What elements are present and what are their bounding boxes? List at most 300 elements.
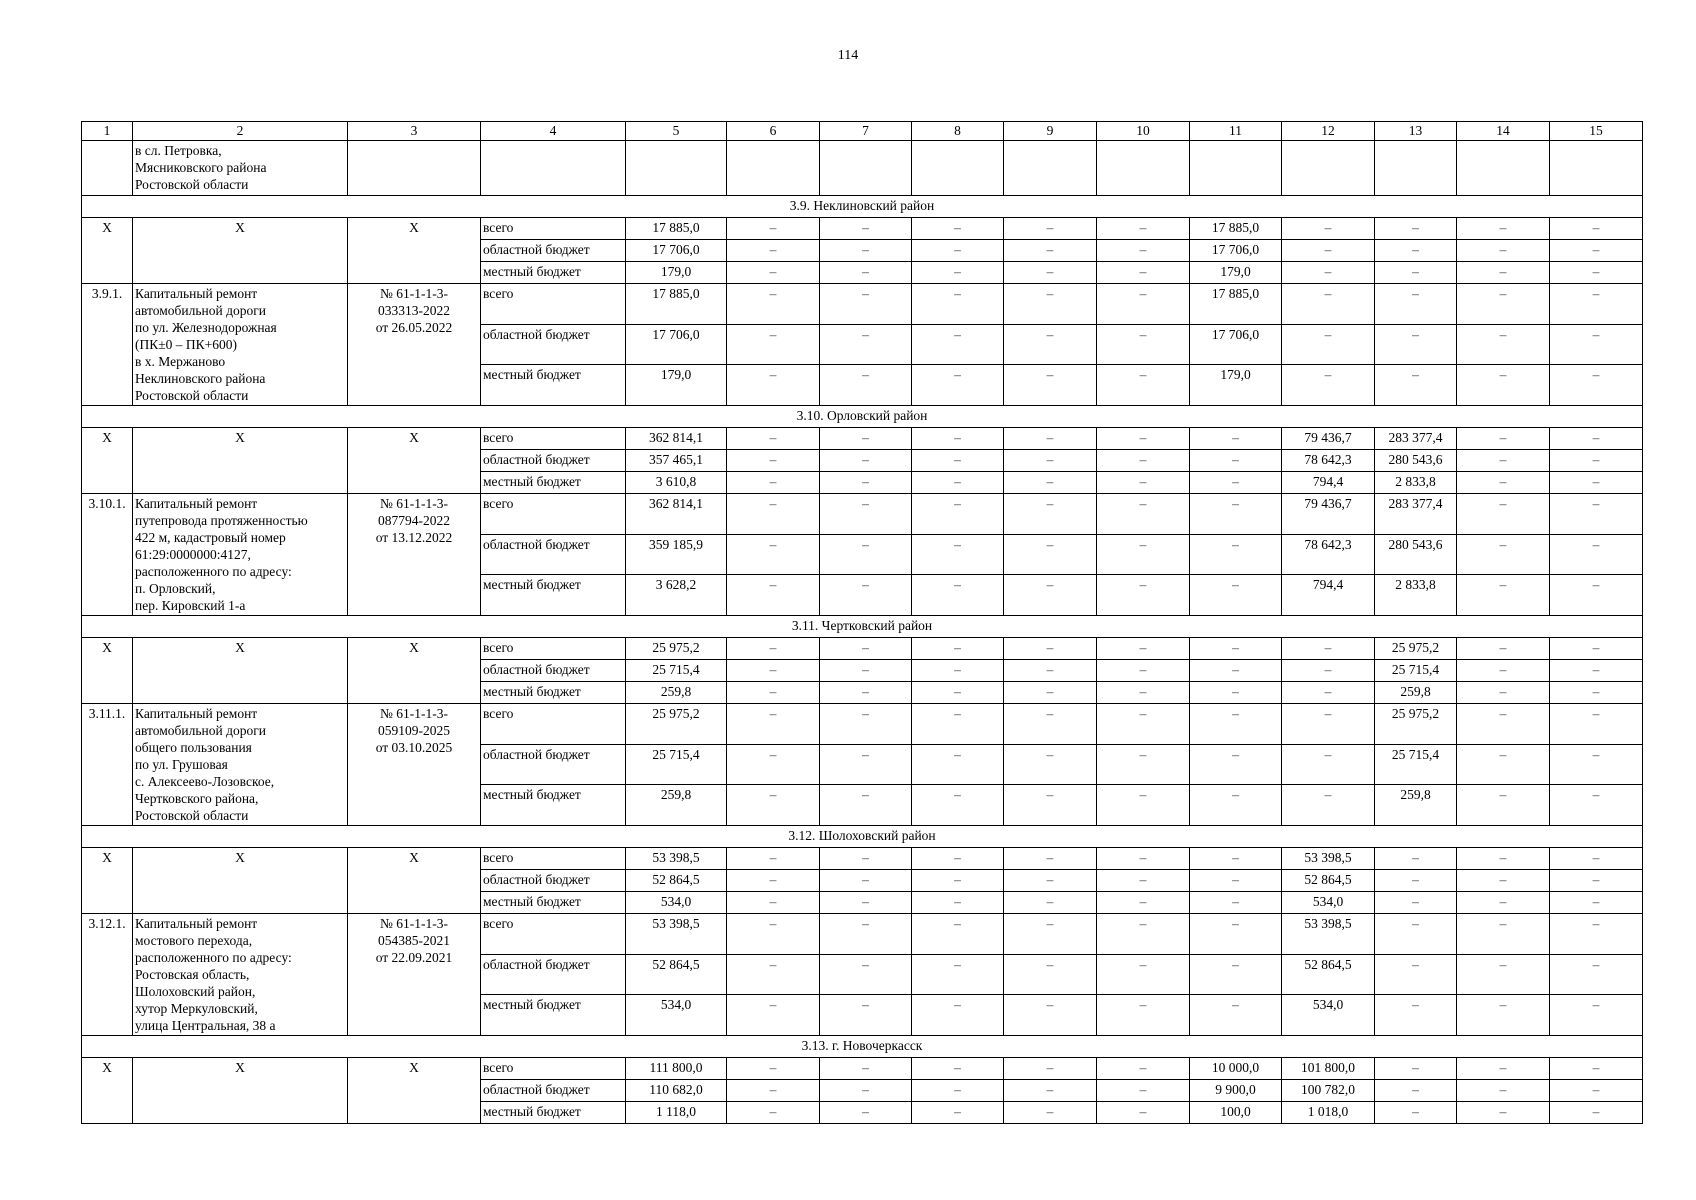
budget-source-label: областной бюджет	[481, 1080, 626, 1102]
empty-value-cell: –	[912, 534, 1004, 575]
column-number: 12	[1282, 122, 1375, 141]
budget-source-label: всего	[481, 638, 626, 660]
empty-value-cell: –	[820, 534, 912, 575]
x-marker-cell: Х	[133, 428, 348, 494]
value-cell	[1190, 141, 1282, 196]
empty-value-cell: –	[1282, 284, 1375, 325]
value-cell	[1282, 141, 1375, 196]
empty-value-cell: –	[1550, 660, 1643, 682]
value-cell: 17 885,0	[1190, 218, 1282, 240]
x-marker-cell: Х	[82, 1058, 133, 1124]
empty-value-cell: –	[1457, 892, 1550, 914]
empty-value-cell: –	[727, 704, 820, 745]
empty-value-cell: –	[727, 1080, 820, 1102]
empty-value-cell: –	[1004, 660, 1097, 682]
value-cell: 534,0	[1282, 995, 1375, 1036]
empty-value-cell: –	[727, 744, 820, 785]
value-cell	[1097, 141, 1190, 196]
budget-source-label: областной бюджет	[481, 450, 626, 472]
empty-value-cell: –	[1550, 744, 1643, 785]
empty-value-cell: –	[727, 472, 820, 494]
item-row	[82, 284, 1643, 325]
value-cell: 110 682,0	[626, 1080, 727, 1102]
budget-source-label: областной бюджет	[481, 324, 626, 365]
empty-value-cell: –	[1004, 472, 1097, 494]
empty-value-cell: –	[1550, 284, 1643, 325]
value-cell: 362 814,1	[626, 428, 727, 450]
column-number-row	[82, 122, 1643, 141]
empty-value-cell: –	[1550, 218, 1643, 240]
empty-value-cell: –	[1004, 892, 1097, 914]
empty-value-cell: –	[1550, 365, 1643, 406]
empty-value-cell: –	[820, 262, 912, 284]
expertise-document: № 61-1-1-3- 059109-2025 от 03.10.2025	[348, 704, 481, 826]
empty-value-cell: –	[1457, 494, 1550, 535]
empty-value-cell: –	[1097, 995, 1190, 1036]
summary-row	[82, 848, 1643, 870]
value-cell: 52 864,5	[1282, 954, 1375, 995]
value-cell: 17 885,0	[1190, 284, 1282, 325]
empty-value-cell: –	[820, 1080, 912, 1102]
value-cell: 534,0	[1282, 892, 1375, 914]
section-header-row	[82, 1036, 1643, 1058]
empty-value-cell: –	[820, 848, 912, 870]
empty-value-cell: –	[1550, 534, 1643, 575]
budget-source-label: местный бюджет	[481, 892, 626, 914]
empty-value-cell: –	[1550, 450, 1643, 472]
empty-value-cell: –	[1457, 682, 1550, 704]
empty-value-cell: –	[912, 1080, 1004, 1102]
empty-value-cell: –	[1282, 324, 1375, 365]
empty-value-cell: –	[820, 428, 912, 450]
empty-value-cell: –	[1004, 848, 1097, 870]
empty-value-cell: –	[1457, 848, 1550, 870]
empty-value-cell: –	[820, 284, 912, 325]
empty-value-cell: –	[912, 892, 1004, 914]
empty-value-cell: –	[1004, 870, 1097, 892]
empty-value-cell: –	[820, 892, 912, 914]
page-number: 114	[837, 48, 859, 63]
column-number: 5	[626, 122, 727, 141]
empty-value-cell: –	[727, 954, 820, 995]
empty-value-cell: –	[1004, 1058, 1097, 1080]
empty-value-cell: –	[1282, 638, 1375, 660]
value-cell: 357 465,1	[626, 450, 727, 472]
empty-value-cell: –	[820, 785, 912, 826]
empty-value-cell: –	[727, 892, 820, 914]
empty-value-cell: –	[1282, 218, 1375, 240]
empty-value-cell: –	[1097, 954, 1190, 995]
empty-value-cell: –	[1457, 324, 1550, 365]
empty-value-cell: –	[727, 534, 820, 575]
empty-value-cell: –	[912, 744, 1004, 785]
value-cell	[626, 141, 727, 196]
empty-value-cell: –	[1457, 575, 1550, 616]
value-cell: 179,0	[1190, 365, 1282, 406]
empty-value-cell: –	[912, 1102, 1004, 1124]
empty-value-cell: –	[727, 262, 820, 284]
continuation-num-cell	[82, 141, 133, 196]
continuation-doc-cell	[348, 141, 481, 196]
empty-value-cell: –	[1097, 240, 1190, 262]
empty-value-cell: –	[727, 218, 820, 240]
budget-source-label: всего	[481, 494, 626, 535]
empty-value-cell: –	[1004, 240, 1097, 262]
budget-source-label: областной бюджет	[481, 870, 626, 892]
value-cell: 2 833,8	[1375, 472, 1457, 494]
value-cell: 53 398,5	[1282, 914, 1375, 955]
value-cell: 100,0	[1190, 1102, 1282, 1124]
empty-value-cell: –	[912, 954, 1004, 995]
empty-value-cell: –	[1457, 365, 1550, 406]
empty-value-cell: –	[727, 428, 820, 450]
object-name: Капитальный ремонт автомобильной дороги общего пользования по ул. Грушовая с. Алексеево-Лозовское, Чертковского района, Ростовской области	[133, 704, 348, 826]
summary-row	[82, 1058, 1643, 1080]
budget-source-label: областной бюджет	[481, 954, 626, 995]
empty-value-cell: –	[1550, 785, 1643, 826]
empty-value-cell: –	[1375, 284, 1457, 325]
empty-value-cell: –	[1375, 995, 1457, 1036]
empty-value-cell: –	[912, 284, 1004, 325]
empty-value-cell: –	[1550, 324, 1643, 365]
budget-source-label: всего	[481, 428, 626, 450]
x-marker-cell: Х	[82, 638, 133, 704]
column-number: 11	[1190, 122, 1282, 141]
empty-value-cell: –	[1097, 1080, 1190, 1102]
empty-value-cell: –	[1097, 785, 1190, 826]
empty-value-cell: –	[820, 914, 912, 955]
empty-value-cell: –	[912, 682, 1004, 704]
empty-value-cell: –	[727, 995, 820, 1036]
x-marker-cell: Х	[348, 848, 481, 914]
empty-value-cell: –	[1097, 472, 1190, 494]
value-cell: 179,0	[1190, 262, 1282, 284]
empty-value-cell: –	[1550, 472, 1643, 494]
budget-source-label: всего	[481, 1058, 626, 1080]
empty-value-cell: –	[1097, 428, 1190, 450]
empty-value-cell: –	[1190, 892, 1282, 914]
budget-source-label: местный бюджет	[481, 262, 626, 284]
empty-value-cell: –	[912, 450, 1004, 472]
empty-value-cell: –	[1004, 262, 1097, 284]
object-name: Капитальный ремонт автомобильной дороги по ул. Железнодорожная (ПК±0 – ПК+600) в х. Мержаново Неклиновского района Ростовской области	[133, 284, 348, 406]
empty-value-cell: –	[1282, 365, 1375, 406]
value-cell: 25 975,2	[1375, 704, 1457, 745]
value-cell: 534,0	[626, 892, 727, 914]
empty-value-cell: –	[912, 575, 1004, 616]
empty-value-cell: –	[1282, 744, 1375, 785]
value-cell	[1375, 141, 1457, 196]
empty-value-cell: –	[820, 638, 912, 660]
summary-row	[82, 218, 1643, 240]
empty-value-cell: –	[1004, 995, 1097, 1036]
empty-value-cell: –	[1190, 954, 1282, 995]
budget-source-label: всего	[481, 848, 626, 870]
empty-value-cell: –	[727, 575, 820, 616]
value-cell: 25 975,2	[626, 704, 727, 745]
section-title: 3.12. Шолоховский район	[82, 826, 1643, 848]
value-cell: 52 864,5	[1282, 870, 1375, 892]
empty-value-cell: –	[1004, 785, 1097, 826]
empty-value-cell: –	[1190, 785, 1282, 826]
empty-value-cell: –	[1375, 914, 1457, 955]
empty-value-cell: –	[1282, 240, 1375, 262]
empty-value-cell: –	[1004, 428, 1097, 450]
value-cell: 283 377,4	[1375, 494, 1457, 535]
empty-value-cell: –	[1457, 954, 1550, 995]
empty-value-cell: –	[1190, 848, 1282, 870]
empty-value-cell: –	[1550, 575, 1643, 616]
empty-value-cell: –	[1457, 262, 1550, 284]
x-marker-cell: Х	[348, 428, 481, 494]
empty-value-cell: –	[727, 324, 820, 365]
item-row	[82, 704, 1643, 745]
empty-value-cell: –	[1190, 472, 1282, 494]
value-cell: 25 715,4	[1375, 660, 1457, 682]
empty-value-cell: –	[912, 262, 1004, 284]
item-number: 3.12.1.	[82, 914, 133, 1036]
empty-value-cell: –	[1550, 954, 1643, 995]
empty-value-cell: –	[1190, 995, 1282, 1036]
empty-value-cell: –	[1190, 534, 1282, 575]
empty-value-cell: –	[912, 428, 1004, 450]
empty-value-cell: –	[820, 954, 912, 995]
budget-table	[81, 121, 1643, 1124]
empty-value-cell: –	[912, 660, 1004, 682]
budget-source-label: всего	[481, 704, 626, 745]
value-cell	[1550, 141, 1643, 196]
empty-value-cell: –	[820, 365, 912, 406]
empty-value-cell: –	[727, 450, 820, 472]
value-cell: 2 833,8	[1375, 575, 1457, 616]
budget-source-label: областной бюджет	[481, 240, 626, 262]
empty-value-cell: –	[1375, 892, 1457, 914]
empty-value-cell: –	[1004, 218, 1097, 240]
empty-value-cell: –	[820, 1102, 912, 1124]
item-number: 3.11.1.	[82, 704, 133, 826]
empty-value-cell: –	[1550, 870, 1643, 892]
empty-value-cell: –	[1550, 1058, 1643, 1080]
empty-value-cell: –	[1457, 428, 1550, 450]
empty-value-cell: –	[1097, 284, 1190, 325]
empty-value-cell: –	[912, 472, 1004, 494]
empty-value-cell: –	[1097, 575, 1190, 616]
value-cell: 259,8	[1375, 785, 1457, 826]
empty-value-cell: –	[1457, 284, 1550, 325]
empty-value-cell: –	[1375, 218, 1457, 240]
value-cell: 283 377,4	[1375, 428, 1457, 450]
empty-value-cell: –	[1282, 785, 1375, 826]
empty-value-cell: –	[1097, 450, 1190, 472]
empty-value-cell: –	[1004, 1102, 1097, 1124]
budget-source-label: местный бюджет	[481, 995, 626, 1036]
x-marker-cell: Х	[133, 638, 348, 704]
empty-value-cell: –	[912, 240, 1004, 262]
empty-value-cell: –	[912, 218, 1004, 240]
empty-value-cell: –	[1550, 1080, 1643, 1102]
empty-value-cell: –	[1004, 365, 1097, 406]
empty-value-cell: –	[1457, 870, 1550, 892]
value-cell: 17 885,0	[626, 284, 727, 325]
empty-value-cell: –	[1457, 1102, 1550, 1124]
summary-row	[82, 638, 1643, 660]
value-cell: 78 642,3	[1282, 450, 1375, 472]
empty-value-cell: –	[727, 1058, 820, 1080]
budget-source-label: местный бюджет	[481, 785, 626, 826]
value-cell: 179,0	[626, 365, 727, 406]
value-cell: 79 436,7	[1282, 428, 1375, 450]
value-cell: 111 800,0	[626, 1058, 727, 1080]
value-cell: 52 864,5	[626, 870, 727, 892]
column-number: 6	[727, 122, 820, 141]
value-cell: 52 864,5	[626, 954, 727, 995]
continuation-object-name: в сл. Петровка, Мясниковского района Ростовской области	[133, 141, 348, 196]
empty-value-cell: –	[1457, 240, 1550, 262]
empty-value-cell: –	[1375, 324, 1457, 365]
x-marker-cell: Х	[133, 848, 348, 914]
empty-value-cell: –	[1097, 848, 1190, 870]
item-row	[82, 914, 1643, 955]
value-cell: 79 436,7	[1282, 494, 1375, 535]
value-cell: 25 975,2	[1375, 638, 1457, 660]
value-cell: 53 398,5	[626, 848, 727, 870]
empty-value-cell: –	[727, 660, 820, 682]
value-cell: 17 706,0	[626, 240, 727, 262]
empty-value-cell: –	[727, 1102, 820, 1124]
empty-value-cell: –	[1190, 660, 1282, 682]
budget-source-label: всего	[481, 284, 626, 325]
empty-value-cell: –	[1550, 914, 1643, 955]
column-number: 13	[1375, 122, 1457, 141]
x-marker-cell: Х	[348, 1058, 481, 1124]
value-cell: 280 543,6	[1375, 450, 1457, 472]
empty-value-cell: –	[1282, 262, 1375, 284]
empty-value-cell: –	[820, 1058, 912, 1080]
value-cell: 3 628,2	[626, 575, 727, 616]
empty-value-cell: –	[1457, 744, 1550, 785]
value-cell: 9 900,0	[1190, 1080, 1282, 1102]
value-cell: 17 885,0	[626, 218, 727, 240]
budget-source-label: местный бюджет	[481, 1102, 626, 1124]
empty-value-cell: –	[1457, 534, 1550, 575]
section-header-row	[82, 406, 1643, 428]
continuation-row	[82, 141, 1643, 196]
empty-value-cell: –	[1550, 682, 1643, 704]
value-cell: 17 706,0	[626, 324, 727, 365]
empty-value-cell: –	[820, 660, 912, 682]
empty-value-cell: –	[1097, 1058, 1190, 1080]
x-marker-cell: Х	[82, 218, 133, 284]
empty-value-cell: –	[1097, 1102, 1190, 1124]
empty-value-cell: –	[912, 704, 1004, 745]
item-number: 3.9.1.	[82, 284, 133, 406]
empty-value-cell: –	[727, 240, 820, 262]
empty-value-cell: –	[912, 1058, 1004, 1080]
continuation-label-cell	[481, 141, 626, 196]
column-number: 7	[820, 122, 912, 141]
value-cell: 794,4	[1282, 472, 1375, 494]
empty-value-cell: –	[1097, 704, 1190, 745]
empty-value-cell: –	[727, 638, 820, 660]
empty-value-cell: –	[820, 870, 912, 892]
empty-value-cell: –	[1375, 262, 1457, 284]
empty-value-cell: –	[1190, 914, 1282, 955]
empty-value-cell: –	[1097, 218, 1190, 240]
empty-value-cell: –	[912, 365, 1004, 406]
empty-value-cell: –	[1550, 494, 1643, 535]
empty-value-cell: –	[820, 240, 912, 262]
empty-value-cell: –	[1004, 954, 1097, 995]
empty-value-cell: –	[1190, 870, 1282, 892]
empty-value-cell: –	[1282, 704, 1375, 745]
value-cell: 534,0	[626, 995, 727, 1036]
empty-value-cell: –	[1190, 704, 1282, 745]
empty-value-cell: –	[1457, 472, 1550, 494]
budget-source-label: областной бюджет	[481, 660, 626, 682]
empty-value-cell: –	[1282, 660, 1375, 682]
empty-value-cell: –	[1375, 870, 1457, 892]
empty-value-cell: –	[1190, 638, 1282, 660]
budget-source-label: местный бюджет	[481, 682, 626, 704]
empty-value-cell: –	[1097, 324, 1190, 365]
empty-value-cell: –	[1550, 240, 1643, 262]
value-cell: 25 715,4	[626, 660, 727, 682]
expertise-document: № 61-1-1-3- 033313-2022 от 26.05.2022	[348, 284, 481, 406]
empty-value-cell: –	[1375, 1058, 1457, 1080]
empty-value-cell: –	[1097, 494, 1190, 535]
empty-value-cell: –	[1457, 1058, 1550, 1080]
empty-value-cell: –	[820, 744, 912, 785]
empty-value-cell: –	[1004, 914, 1097, 955]
empty-value-cell: –	[1457, 638, 1550, 660]
empty-value-cell: –	[1550, 704, 1643, 745]
empty-value-cell: –	[1097, 914, 1190, 955]
empty-value-cell: –	[727, 848, 820, 870]
empty-value-cell: –	[1190, 494, 1282, 535]
empty-value-cell: –	[1097, 262, 1190, 284]
column-number: 9	[1004, 122, 1097, 141]
empty-value-cell: –	[1375, 365, 1457, 406]
value-cell: 25 715,4	[626, 744, 727, 785]
value-cell: 280 543,6	[1375, 534, 1457, 575]
empty-value-cell: –	[1550, 638, 1643, 660]
value-cell: 53 398,5	[1282, 848, 1375, 870]
empty-value-cell: –	[1004, 494, 1097, 535]
value-cell: 259,8	[1375, 682, 1457, 704]
x-marker-cell: Х	[348, 218, 481, 284]
empty-value-cell: –	[727, 284, 820, 325]
value-cell: 17 706,0	[1190, 240, 1282, 262]
value-cell: 794,4	[1282, 575, 1375, 616]
empty-value-cell: –	[912, 848, 1004, 870]
empty-value-cell: –	[1097, 682, 1190, 704]
value-cell: 78 642,3	[1282, 534, 1375, 575]
section-header-row	[82, 616, 1643, 638]
empty-value-cell: –	[1097, 892, 1190, 914]
empty-value-cell: –	[1457, 995, 1550, 1036]
empty-value-cell: –	[1190, 575, 1282, 616]
section-title: 3.13. г. Новочеркасск	[82, 1036, 1643, 1058]
item-number: 3.10.1.	[82, 494, 133, 616]
value-cell	[1457, 141, 1550, 196]
empty-value-cell: –	[1190, 450, 1282, 472]
empty-value-cell: –	[1375, 1080, 1457, 1102]
value-cell: 259,8	[626, 682, 727, 704]
empty-value-cell: –	[1550, 995, 1643, 1036]
empty-value-cell: –	[820, 682, 912, 704]
empty-value-cell: –	[1457, 450, 1550, 472]
value-cell: 10 000,0	[1190, 1058, 1282, 1080]
